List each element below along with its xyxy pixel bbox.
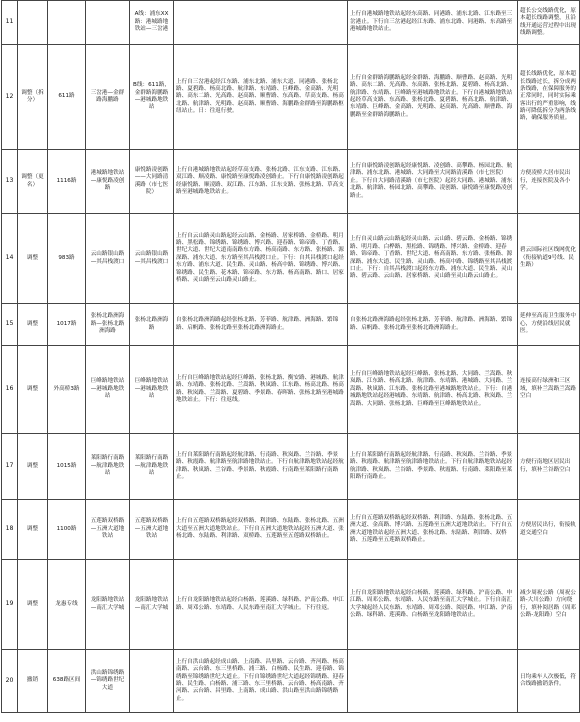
row-number: 11 (2, 1, 18, 45)
route-name (48, 1, 86, 45)
route-name: 1017路 (48, 304, 86, 346)
adjust-reason: 方便凌桥大居市民出行，连接医院及各小学。 (518, 150, 580, 214)
adjust-reason: 减少周祝公路（周祝公路-大川公路）方向绕行，填补阅居路（周邓公路-龙阳路）空白 (518, 560, 580, 650)
adjust-type: 调整 (18, 500, 48, 560)
adjusted-route: 上行自五莲路双桥路起经双桥路、利津路、东陆路、张杨北路、五洲大道、金高路、博兴路、五莲路至五洲大道地铁站止。下行自五洲大道地铁站起经五洲大道、张杨北路、东陆路、利津路、双桥路、五莲路至五莲路双桥路止。 (348, 500, 518, 560)
current-route (174, 1, 348, 45)
route-endpoints: 龙阳路地铁站—南汇大学城 (86, 560, 130, 650)
adjust-reason: 超长线路优化，原本超长线路过长，拆分成两条线路，在保障服务的正常同时，同时实际乘客出行的严重影响，线路可降低拆分为两条线路，确保服务质量。 (518, 45, 580, 150)
route-name: 983路 (48, 214, 86, 304)
adjust-type: 调整 (18, 434, 48, 500)
row-number: 20 (2, 650, 18, 713)
route-endpoints: 张杨北路洲海路—张杨北路洲海路 (86, 304, 130, 346)
route-endpoints (86, 1, 130, 45)
route-name: 1015路 (48, 434, 86, 500)
route-endpoints: 港城路地铁站—康悦路凌创路 (86, 150, 130, 214)
adjusted-route: 自张杨北路洲海路起经张杨北路、芳菲路、航津路、洲海路、繁锦路、启帆路、张杨北路至张杨北路洲海路止。 (348, 304, 518, 346)
adjust-type: 撤销 (18, 650, 48, 713)
adjusted-route: 上行自龙阳路地铁站起经白杨路、莲溪路、绿科路、沪南公路、申江路、周邓公路、东靖路、人民东路至南汇大学城止。下行自南汇大学城起经人民东路、东靖路、周邓公路、阅居路、申江路、沪南公路、绿科路、莲溪路、白杨路至龙阳路地铁站止。 (348, 560, 518, 650)
adjust-type: 调整 (18, 214, 48, 304)
adjusted-route: 上行自金群路海鹏路起经金群路、海鹏路、顺曹路、赵高路、光明路、高东二路、光高路、东高路、张杨北路、夏碧路、杨高北路、航津路、东靖路、巨峰路至港城路地铁站止。下行自港城路地铁站起经草高支路、东高路、张杨北路、夏碧路、杨高北路、航津路、东靖路、巨峰路、金高路、光明路、赵高路、光高路、顺曹路、海鹏路至金群路海鹏路止。 (348, 45, 518, 150)
table-row (2, 1, 580, 45)
route-terminals: 康悦路凌创路——大同路清溪路（市七医院） (130, 150, 174, 214)
current-route: 自张杨北路洲海路起经张杨北路、芳菲路、航津路、洲海路、繁锦路、启帆路、张杨北路至张杨北路洲海路止。 (174, 304, 348, 346)
route-terminals: B线：611路，金群路海鹏路—港城路地铁站 (130, 45, 174, 150)
adjusted-route: 上行自港城路地铁站起经东高路、同港路、浦东北路、江东路至三岔港止。下行自三岔港起经江东路、浦东北路、同港路、东高路至港城路地铁站止。 (348, 1, 518, 45)
adjust-type: 调整（更名） (18, 150, 48, 214)
route-name: 638路区间 (48, 650, 86, 713)
current-route: 上行自洪山路起经成山路、上南路、昌里路、云台路、齐河路、杨高南路、云台路、东三里桥路、浦三路、白杨路、民生路、迎春路、锦绣路至锦绣路世纪大道止。下行自锦绣路世纪大道起经锦绣路、迎春路、民生路、白杨路、浦三路、东三里桥路、云台路、杨高南路、齐河路、云台路、昌里路、上南路、成山路、洪山路至洪山路锦绣路止。 (174, 650, 348, 713)
current-route: 上行自龙阳路地铁站起经白杨路、莲溪路、绿科路、沪南公路、申江路、周邓公路、东靖路、人民东路至南汇大学城止。下行往返。 (174, 560, 348, 650)
table-row (2, 304, 580, 346)
current-route: 上行自三岔港起经江东路、浦东北路、浦东大道、同港路、张杨北路、夏碧路、杨高北路、航津路、东靖路、巨峰路、金高路、光明路、高东二路、光高路、赵高路、顺曹路、东高路、草高支路、杨高北路、航津路、光明路、赵高路、顺曹路、海鹏路金群路至海鹏路枢纽站止。日：往返行驶。 (174, 45, 348, 150)
adjust-type: 调整（拆分） (18, 45, 48, 150)
route-name: 611路 (48, 45, 86, 150)
adjust-type (18, 1, 48, 45)
row-number: 17 (2, 434, 18, 500)
row-number: 14 (2, 214, 18, 304)
adjust-reason: 日均乘车人次极低，符合线路撤销条件。 (518, 650, 580, 713)
table-row (2, 560, 580, 650)
adjust-reason: 超长公交线路优化，原本超长线路调整，且沿线开通运营过程中出现线路调整。 (518, 1, 580, 45)
adjusted-route (348, 650, 518, 713)
adjust-reason: 连接高行绿洲和三区域，填补兰嵩路兰嵩路空白 (518, 346, 580, 434)
current-route: 上行自巨峰路地铁站起经巨峰路、张杨北路、衡安路、港城路、航津路、东靖路、张杨北路、兰嵩路、秋岚路、江东路、杨高北路、杨高路、秋岚路、兰嵩路、夏碧路、季景路、春晖路、张杨北路至港城路地铁站止。下行：往返线。 (174, 346, 348, 434)
adjust-type: 调整 (18, 346, 48, 434)
route-endpoints: 云山路银山路—其昌栈渡口 (86, 214, 130, 304)
route-name: 龙惠专线 (48, 560, 86, 650)
adjust-reason: 方便行南地区居民出行，填补兰谷路空白 (518, 434, 580, 500)
current-route: 上行自五莲路双桥路起经双桥路、利津路、东陆路、张杨北路、五洲大道至五洲大道地铁站止。下行自五洲大道地铁站起经五洲大道、张杨北路、东陆路、利津路、双桥路、五莲路至五莲路双桥路止。 (174, 500, 348, 560)
route-name: 1116路 (48, 150, 86, 214)
route-terminals: A线：浦东XX路：港城路地铁站—三岔港 (130, 1, 174, 45)
adjusted-route: 上行自莱阳路行南路起经航津路、行南路、秋岚路、兰谷路、季景路、秋霞路、航津路至航津路地铁站止。下行自航津路地铁站起经航津路、秋岚路、兰谷路、季景路、秋霞路、行南路、莱阳路至莱阳路行南路止。 (348, 434, 518, 500)
row-number: 13 (2, 150, 18, 214)
table-row (2, 650, 580, 713)
route-endpoints: 莱阳路行南路—航津路地铁站 (86, 434, 130, 500)
route-endpoints: 三岔港—金群路海鹏路 (86, 45, 130, 150)
adjust-reason: 延伸至高南卫生服务中心，方便沿线居民就医。 (518, 304, 580, 346)
route-terminals: 莱阳路行南路—航津路地铁站 (130, 434, 174, 500)
adjust-type: 调整 (18, 560, 48, 650)
adjust-reason: 方便居民出行，衔接轨道交通空白 (518, 500, 580, 560)
table-row (2, 500, 580, 560)
row-number: 19 (2, 560, 18, 650)
adjust-type: 调整 (18, 304, 48, 346)
table-row (2, 346, 580, 434)
current-route: 上行自港城路地铁站起经草高支路、张杨北路、江东支路、江东路、双江路、顺凌路、康悦路至康悦路凌创路止。下行自康悦路凌创路起经康悦路、顺凌路、双江路、江东路、江东支路、张杨北路、草高支路至港城路地铁站止。 (174, 150, 348, 214)
adjusted-route: 上行自巨峰路地铁站起经巨峰路、张杨北路、大同路、兰嵩路、秋岚路、江东路、杨高北路、航津路、东靖路、港城路、大同路、兰嵩路、秋岚路、江东路、张杨北路至港城路地铁站止。下行：自港城路地铁站起经港城路、东靖路、航津路、杨高北路、秋岚路、兰嵩路、大同路、张杨北路、巨峰路至巨峰路地铁站止。 (348, 346, 518, 434)
row-number: 12 (2, 45, 18, 150)
route-endpoints: 洪山路锦绣路—锦绣路世纪大道 (86, 650, 130, 713)
route-terminals: 云山路银山路—其昌栈渡口 (130, 214, 174, 304)
current-route: 上行自莱阳路行南路起经航津路、行南路、秋岚路、兰谷路、季景路、秋霞路、航津路至航津路地铁站止。下行自航津路地铁站起经航津路、秋岚路、兰谷路、季景路、秋霞路、行南路至莱阳路行南路止。 (174, 434, 348, 500)
row-number: 18 (2, 500, 18, 560)
table-row (2, 150, 580, 214)
current-route: 上行自云山路灵山路起经云山路、金杨路、居家桥路、金桥路、明月路、黑松路、锦绣路、锦绣路、博兴路、迎春路、锦帝路、丁香路、世纪大道、世纪大道南南路东方路、杨高南路、东方路、张杨路、源深路、浦东大道、东方路至其昌栈渡口止。下行：自其昌栈渡口起经东方路、浦东大道、民生路、灵山路、杨高中路、锦绣路、博兴路、锦绣路、民生路、花木路、锦帝路、东方路、杨高南路、路口、居家桥路、灵山路至云山路灵山路止。 (174, 214, 348, 304)
table-row (2, 434, 580, 500)
adjusted-route: 上行自康悦路凌创路起经康悦路、凌创路、高攀路、杨园北路、航津路、浦东北路、港城路、大同路至大同路清溪路（市七医院）止。下行自大同路清溪路（市七医院）起经大同路、港城路、浦东北路、航津路、杨园北路、高攀路、凌创路、康悦路至康悦路凌创路止。 (348, 150, 518, 214)
route-endpoints: 巨峰路地铁站—港城路地铁站 (86, 346, 130, 434)
table-row (2, 214, 580, 304)
route-terminals: 五莲路双桥路—五洲大道地铁站 (130, 500, 174, 560)
adjusted-route: 上行自灵山路云山路起经灵山路、云山路、碧云路、金杨路、锦绣路、明月路、白桦路、黑松路、锦绣路、博兴路、金桥路、迎春路、锦帝路、丁香路、世纪大道、杨高南路、东方路、张杨路、源深路、浦东大道、民生路、灵山路、杨高中路、锦绣路至其昌栈渡口止。下行：自其昌栈渡口起经东方路、浦东大道、民生路、灵山路、碧云路、云山路、居家桥路、灵山路至灵山路云山路止。 (348, 214, 518, 304)
route-name: 外高桥3路 (48, 346, 86, 434)
adjust-reason: 碧云国际社区线网优化（衔接轨道9号线、民生路） (518, 214, 580, 304)
bus-route-table (1, 0, 580, 713)
route-terminals (130, 650, 174, 713)
route-name: 1100路 (48, 500, 86, 560)
table-row (2, 45, 580, 150)
route-terminals: 张杨北路洲海路 (130, 304, 174, 346)
route-terminals: 龙阳路地铁站—南汇大学城 (130, 560, 174, 650)
route-terminals: 巨峰路地铁站—港城路地铁站 (130, 346, 174, 434)
route-endpoints: 五莲路双桥路—五洲大道地铁站 (86, 500, 130, 560)
row-number: 15 (2, 304, 18, 346)
row-number: 16 (2, 346, 18, 434)
